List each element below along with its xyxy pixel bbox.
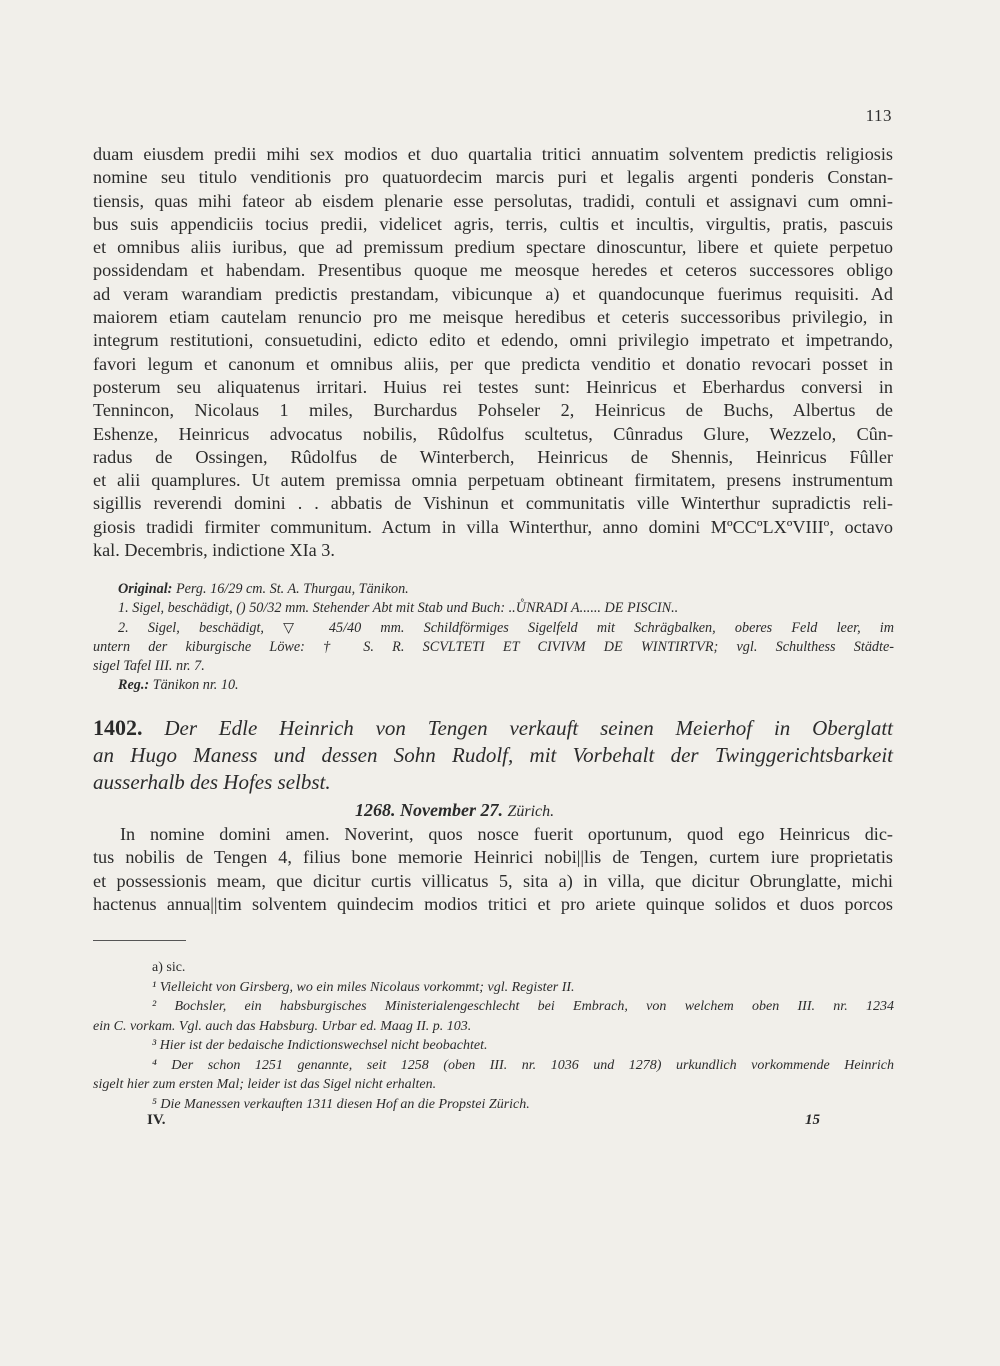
text-line: integrum restitutioni, consuetudini, edicto edito et edendo, omni privilegio impetrato et impetrando, bbox=[93, 330, 893, 351]
heading-line: an Hugo Maness und dessen Sohn Rudolf, mit Vorbehalt der Twinggerichtsbarkeit bbox=[93, 743, 893, 767]
seal-note-2-cont: untern der kiburgische Löwe: † S. R. SCVLTETI ET CIVIVM DE WINTIRTVR; vgl. Schulthess Städte- bbox=[93, 638, 894, 655]
original-text: Perg. 16/29 cm. St. A. Thurgau, Tänikon. bbox=[175, 581, 409, 597]
page-number: 113 bbox=[865, 106, 892, 125]
text-line: posterum seu aliquatenus irritari. Huius rei testes sunt: Heinricus et Eberhardus conversi in bbox=[93, 376, 893, 397]
footnote: ² Bochsler, ein habsburgisches Ministerialengeschlecht bei Embrach, von welchem oben III. nr. 1234 bbox=[152, 999, 894, 1014]
heading-text: Der Edle Heinrich von Tengen verkauft seinen Meierhof in Oberglatt bbox=[164, 716, 893, 740]
footnote: ¹ Vielleicht von Girsberg, wo ein miles Nicolaus vorkommt; vgl. Register II. bbox=[152, 979, 575, 995]
text-line: giosis tradidi firmiter communitum. Actum in villa Winterthur, anno domini MºCCºLXºVIIIº, octavo bbox=[93, 516, 893, 537]
text-line: favori legum et canonum et omnibus aliis, per que predicta venditio et donatio revocari posset in bbox=[93, 353, 893, 374]
text-line: sigillis reverendi domini . . abbatis de Vishinun et communitatis ville Winterthur supradictis reli- bbox=[93, 493, 893, 514]
source-notes bbox=[93, 580, 894, 696]
charter-text-continued bbox=[93, 143, 893, 562]
text-line: hactenus annua||tim solventem quindecim modios tritici et pro ariete quinque solidos et duos porcos bbox=[93, 893, 893, 914]
text-line: nomine seu titulo venditionis pro quatuordecim marcis puri et legalis argenti ponderis Constan- bbox=[93, 167, 893, 188]
text-line: Eshenze, Heinricus advocatus nobilis, Rûdolfus scultetus, Cûnradus Glure, Wezzelo, Cûn- bbox=[93, 423, 893, 444]
text-line: maiorem etiam cautelam renuncio pro me meisque heredibus et ceteris successoribus privilegio, in bbox=[93, 307, 893, 328]
text-line: ad veram warandiam predictis prestandam, vibicunque a) et quandocunque fuerimus requisiti. Ad bbox=[93, 283, 893, 304]
sheet-signature: 15 bbox=[805, 1112, 820, 1128]
text-line: et alii quamplures. Ut autem premissa omnia perpetuam obtineant firmitatem, presens instrumentum bbox=[93, 470, 893, 491]
regest-label: Reg.: bbox=[118, 677, 150, 694]
document-date bbox=[355, 798, 893, 824]
footnote: ⁴ Der schon 1251 genannte, seit 1258 (oben III. nr. 1036 und 1278) urkundlich vorkommende Heinrich bbox=[152, 1057, 894, 1073]
charter-text bbox=[93, 823, 893, 916]
text-line: possidendam et habendam. Presentibus quoque me meosque heredes et ceteros successores obligo bbox=[93, 260, 893, 281]
heading-line: ausserhalb des Hofes selbst. bbox=[93, 770, 331, 794]
text-line: tus nobilis de Tengen 4, filius bone memorie Heinrici nobi||lis de Tengen, curtem iure proprietatis bbox=[93, 847, 893, 868]
regest-text: Tänikon nr. 10. bbox=[152, 677, 239, 694]
place-text: Zürich. bbox=[507, 803, 555, 820]
volume-signature: IV. bbox=[147, 1112, 166, 1128]
footnote-divider bbox=[93, 940, 186, 941]
footnote: ⁵ Die Manessen verkauften 1311 diesen Hof an die Propstei Zürich. bbox=[152, 1096, 530, 1112]
seal-note-2-end: sigel Tafel III. nr. 7. bbox=[93, 658, 205, 675]
regest-note bbox=[118, 676, 894, 695]
text-line: et possessionis meam, que dicitur curtis villicatus 5, sita a) in villa, que dicitur Obrunglatte, michi bbox=[93, 870, 893, 891]
footnote: ³ Hier ist der bedaische Indictionswechsel nicht beobachtet. bbox=[152, 1038, 488, 1053]
original-label: Original: bbox=[118, 581, 173, 597]
text-line: In nomine domini amen. Noverint, quos nosce fuerit oportunum, quod ego Heinricus dic- bbox=[120, 824, 893, 844]
seal-note-2: 2. Sigel, beschädigt, ▽ 45/40 mm. Schildförmiges Sigelfeld mit Schrägbalken, oberes Feld leer, im bbox=[118, 619, 894, 636]
text-line: et omnibus aliis iuribus, que ad premissum predium spectare dinoscuntur, libere et quiete perpetuo bbox=[93, 237, 893, 258]
text-line: tiensis, quas mihi fateor ab eisdem plenarie esse persolutas, tradidi, contuli et assignavi cum omni- bbox=[93, 190, 893, 211]
heading-line bbox=[93, 714, 893, 742]
text-line: duam eiusdem predii mihi sex modios et duo quartalia tritici annuatim solventem predictis religiosis bbox=[93, 144, 893, 164]
document-heading bbox=[93, 714, 893, 824]
date-text: 1268. November 27. bbox=[355, 800, 503, 820]
text-line: Tennincon, Nicolaus 1 miles, Burchardus Pohseler 2, Heinricus de Buchs, Albertus de bbox=[93, 400, 893, 421]
footnote-cont: ein C. vorkam. Vgl. auch das Habsburg. Urbar ed. Maag II. p. 103. bbox=[93, 1018, 472, 1034]
footnotes bbox=[93, 958, 894, 1114]
original-note bbox=[118, 580, 894, 599]
text-line: kal. Decembris, indictione XIa 3. bbox=[93, 540, 335, 561]
text-line: bus suis appendiciis tocius predii, videlicet agris, terris, cultis et incultis, virgultis, pratis, pascuis bbox=[93, 213, 893, 234]
footnote: a) sic. bbox=[152, 960, 186, 975]
footnote-cont: sigelt hier zum ersten Mal; leider ist das Sigel nicht erhalten. bbox=[93, 1077, 437, 1092]
seal-note-1: 1. Sigel, beschädigt, () 50/32 mm. Stehender Abt mit Stab und Buch: ..ŮNRADI A...... DE PISCIN.. bbox=[118, 600, 679, 617]
document-number: 1402. bbox=[93, 715, 143, 740]
text-line: radus de Ossingen, Rûdolfus de Winterberch, Heinricus de Shennis, Heinricus Fûller bbox=[93, 446, 893, 467]
